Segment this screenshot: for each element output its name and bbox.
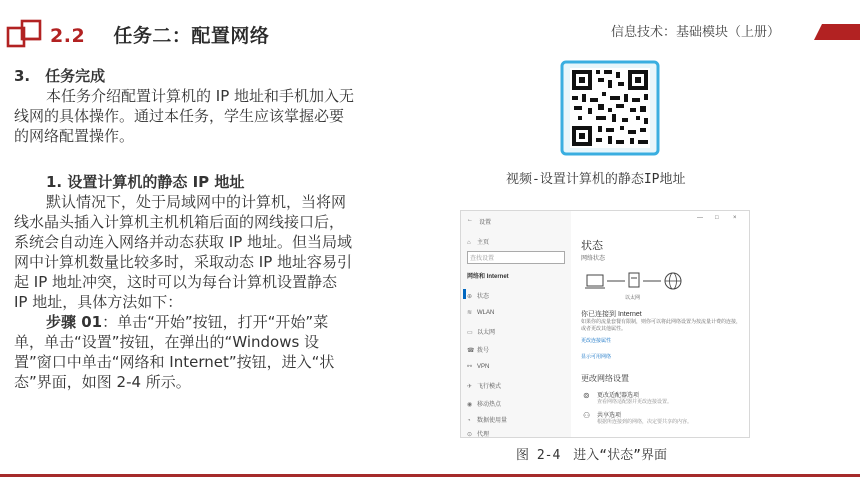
sharing-options-link[interactable]: 共享选项 — [597, 413, 622, 419]
category-label: 网络和 Internet — [467, 274, 509, 280]
sidebar-home[interactable]: ⌂ 主页 — [467, 240, 490, 246]
section-number: 2.2 — [50, 25, 86, 47]
section-logo-icon — [6, 18, 46, 52]
footer-rule — [0, 474, 860, 477]
network-status-label: 网络状态 — [581, 256, 606, 262]
adapter-description: 查看网络适配器并更改连接设置。 — [597, 399, 673, 405]
step-paragraph — [14, 312, 354, 392]
adapter-options-link[interactable]: 更改适配器选项 — [597, 393, 640, 399]
figure-caption: 图 2-4 进入“状态”界面 — [516, 448, 667, 463]
intro-paragraph: 本任务介绍配置计算机的 IP 地址和手机加入无线网的具体操作。通过本任务，学生应该掌握必要的网络配置操作。 — [14, 87, 355, 145]
procedure-block — [14, 172, 354, 392]
close-button[interactable]: × — [733, 215, 737, 221]
sharing-icon: ⚇ — [583, 411, 591, 420]
task-heading: 3. 任务完成 — [14, 67, 106, 85]
maximize-button[interactable]: □ — [715, 215, 719, 221]
change-settings-title: 更改网络设置 — [581, 374, 629, 383]
window-title: 设置 — [479, 220, 492, 226]
connected-title: 你已连接到 Internet — [581, 311, 642, 318]
qr-code-icon[interactable] — [558, 58, 662, 158]
sub-heading: 1. 设置计算机的静态 IP 地址 — [46, 173, 245, 191]
step-label: 步骤 01 — [46, 313, 103, 331]
selected-indicator — [463, 289, 466, 299]
settings-search-input[interactable]: 查找设置 — [467, 251, 565, 264]
intro-block — [14, 66, 354, 146]
step-text: ：单击“开始”按钮，打开“开始”菜单，单击“设置”按钮，在弹出的“Windows 设置”窗口中单击“网络和 Internet”按钮，进入“状态”界面，如图 2-4 所示。 — [14, 313, 335, 391]
ethernet-label: 以太网 — [625, 295, 641, 301]
settings-sidebar — [461, 211, 571, 437]
back-icon[interactable]: ← — [467, 217, 473, 223]
sidebar-item-wlan[interactable]: ≋ WLAN — [467, 310, 495, 316]
sidebar-item-dialup[interactable]: ☎ 拨号 — [467, 348, 490, 354]
sharing-description: 根据所连接到的网络，决定要共享的内容。 — [597, 419, 693, 425]
section-title — [50, 21, 269, 48]
sidebar-item-hotspot[interactable]: ◉ 移动热点 — [467, 402, 502, 408]
section-title-text: 任务二：配置网络 — [113, 25, 270, 47]
adapter-icon: ⊚ — [583, 391, 590, 400]
qr-caption: 视频-设置计算机的静态IP地址 — [506, 172, 686, 187]
sidebar-item-proxy[interactable]: ⊙ 代理 — [467, 432, 490, 438]
sidebar-item-airplane[interactable]: ✈ 飞行模式 — [467, 384, 502, 390]
settings-screenshot — [460, 210, 750, 438]
header-accent-bar — [814, 24, 860, 40]
sidebar-item-data-usage[interactable]: ◔ 数据使用量 — [467, 418, 508, 424]
connected-description: 如果你的流量套餐有限制，则你可以将此网络设置为按流量计费的连接，或者更改其他属性。 — [581, 319, 742, 332]
sidebar-item-vpn[interactable]: ⚯ VPN — [467, 364, 490, 370]
home-icon: ⌂ — [467, 240, 471, 246]
change-properties-link[interactable]: 更改连接属性 — [581, 338, 612, 344]
show-networks-link[interactable]: 显示可用网络 — [581, 354, 612, 360]
sidebar-item-status[interactable]: ⊕ 状态 — [467, 294, 490, 300]
page-title: 状态 — [581, 240, 603, 252]
book-title: 信息技术：基础模块（上册） — [611, 25, 781, 40]
procedure-paragraph: 默认情况下，处于局域网中的计算机，当将网线水晶头插入计算机主机机箱后面的网线接口后，系统会自动连入网络并动态获取 IP 地址。但当局域网中计算机数量比较多时，采取动态 IP 地址容易引起 IP 地址冲突，这时可以为每台计算机设置静态 IP 地址，具体方法如下： — [14, 193, 353, 311]
minimize-button[interactable]: — — [697, 215, 703, 221]
sidebar-item-ethernet[interactable]: ▭ 以太网 — [467, 330, 496, 336]
